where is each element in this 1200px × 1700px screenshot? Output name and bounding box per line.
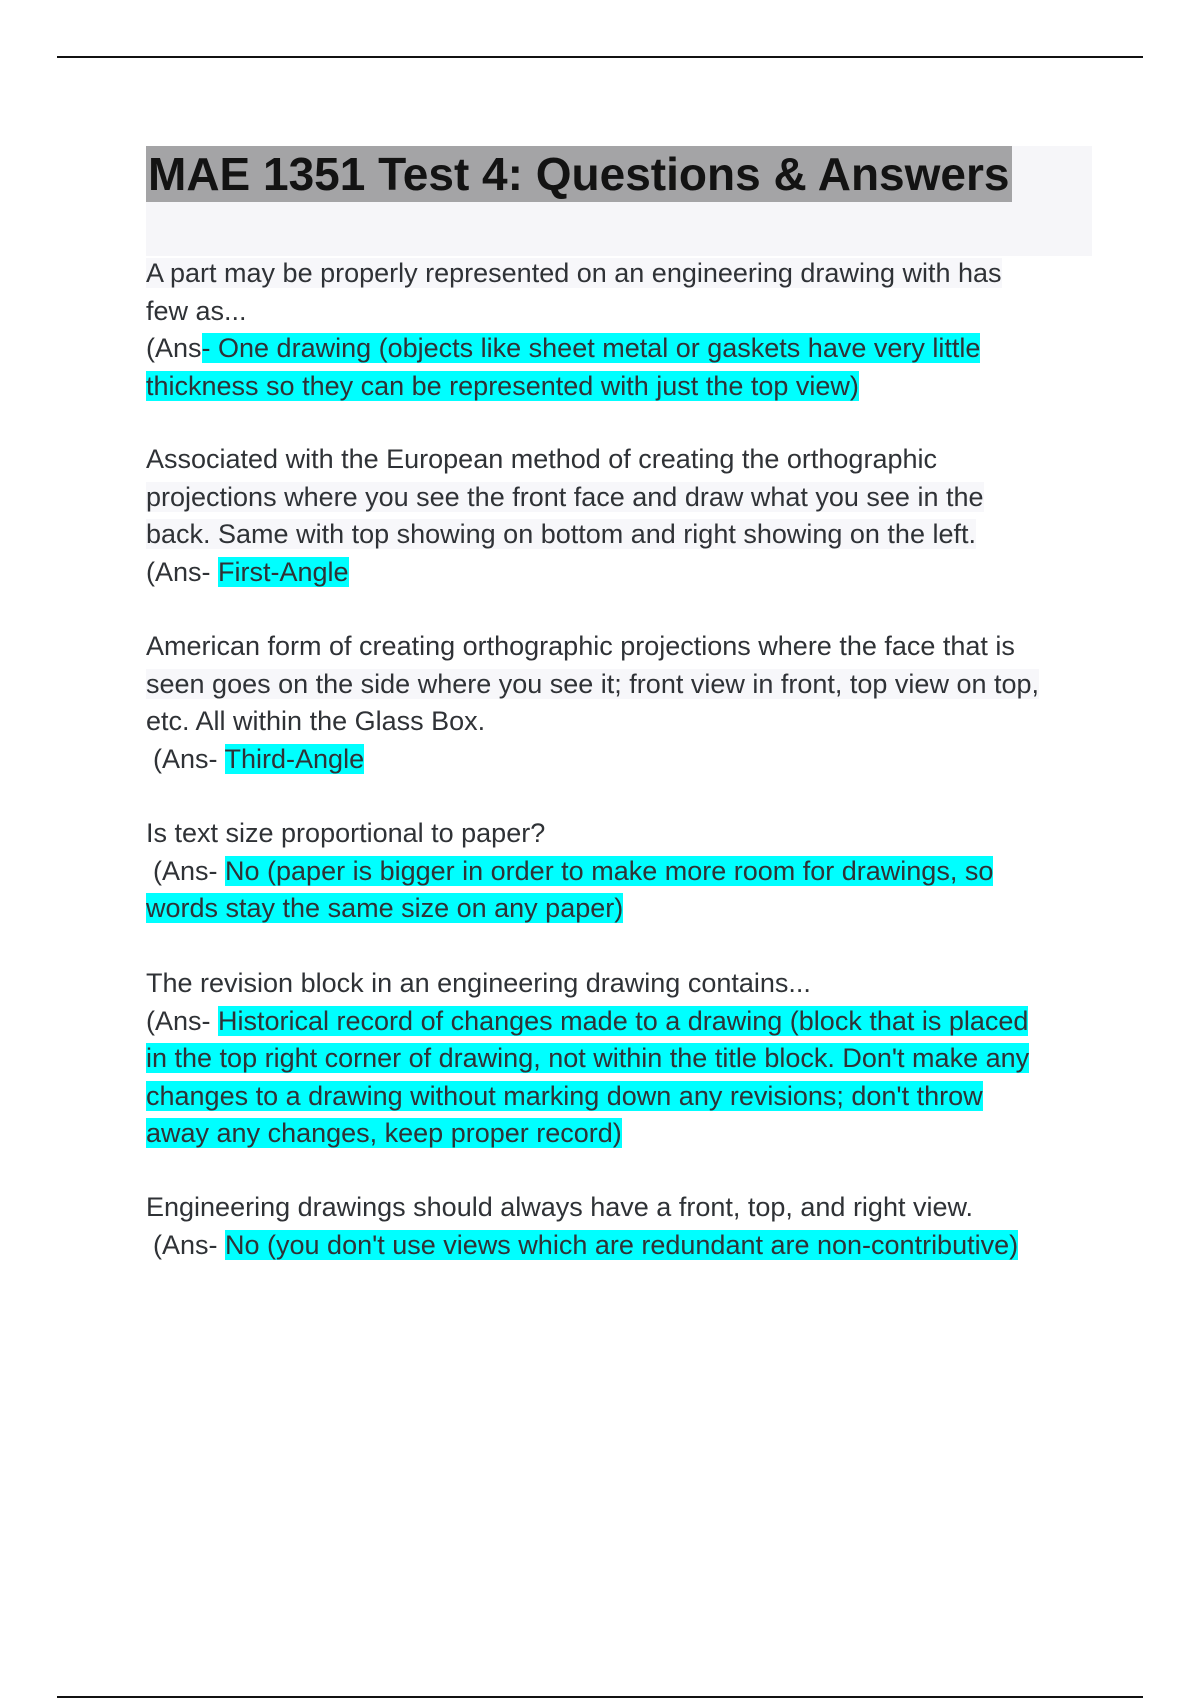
answer-line <box>146 1115 1106 1153</box>
answer-text: away any changes, keep proper record) <box>146 1118 622 1148</box>
page-title: MAE 1351 Test 4: Questions & Answers <box>148 148 1010 200</box>
answer-line <box>146 1040 1106 1078</box>
answer-line <box>146 1003 1106 1041</box>
answer-line <box>146 554 1106 592</box>
answer-line <box>146 741 1106 779</box>
qa-item-1 <box>146 255 1106 405</box>
answer-prefix: (Ans- <box>146 1005 219 1036</box>
question-line: American form of creating orthographic projections where the face that is <box>146 631 1015 661</box>
answer-line <box>146 330 1106 368</box>
question-line: few as... <box>146 295 247 326</box>
qa-item-3 <box>146 628 1106 778</box>
answer-text: changes to a drawing without marking down any revisions; don't throw <box>146 1080 983 1111</box>
answer-prefix: (Ans- <box>146 556 219 587</box>
answer-text: - One drawing (objects like sheet metal or gaskets have very little <box>201 333 981 363</box>
answer-line <box>146 1227 1106 1265</box>
title-band <box>146 146 1092 256</box>
answer-prefix: (Ans <box>146 333 202 363</box>
answer-text: Historical record of changes made to a drawing (block that is placed <box>218 1005 1029 1036</box>
answer-line <box>146 853 1106 891</box>
answer-prefix: (Ans- <box>153 855 226 886</box>
answer-text: words stay the same size on any paper) <box>146 893 624 923</box>
answer-text: in the top right corner of drawing, not within the title block. Don't make any <box>146 1043 1030 1073</box>
question-line: projections where you see the front face and draw what you see in the <box>146 481 984 512</box>
question-line: Engineering drawings should always have a front, top, and right view. <box>146 1192 973 1222</box>
answer-text: thickness so they can be represented with just the top view) <box>146 370 859 401</box>
answer-text: First-Angle <box>218 556 349 587</box>
answer-prefix: (Ans- <box>153 743 225 774</box>
answer-text: No (paper is bigger in order to make more room for drawings, so <box>225 855 994 886</box>
qa-item-2 <box>146 441 1106 591</box>
bottom-rule <box>57 1696 1143 1698</box>
answer-line <box>146 890 1106 928</box>
question-line: seen goes on the side where you see it; front view in front, top view on top, <box>146 668 1040 699</box>
answer-line <box>146 1078 1106 1116</box>
answer-line <box>146 368 1106 406</box>
qa-item-6 <box>146 1189 1106 1264</box>
question-line: A part may be properly represented on an engineering drawing with has <box>146 258 1002 288</box>
answer-prefix: (Ans- <box>153 1229 226 1260</box>
question-line: back. Same with top showing on bottom and right showing on the left. <box>146 519 976 549</box>
question-line: Associated with the European method of creating the orthographic <box>146 444 937 474</box>
qa-item-4 <box>146 815 1106 928</box>
top-rule <box>57 56 1143 58</box>
qa-item-5 <box>146 965 1106 1153</box>
answer-text: No (you don't use views which are redundant are non-contributive) <box>225 1229 1019 1260</box>
question-line: etc. All within the Glass Box. <box>146 706 486 736</box>
question-line: The revision block in an engineering drawing contains... <box>146 968 811 998</box>
question-line: Is text size proportional to paper? <box>146 818 546 848</box>
answer-text: Third-Angle <box>224 743 365 774</box>
